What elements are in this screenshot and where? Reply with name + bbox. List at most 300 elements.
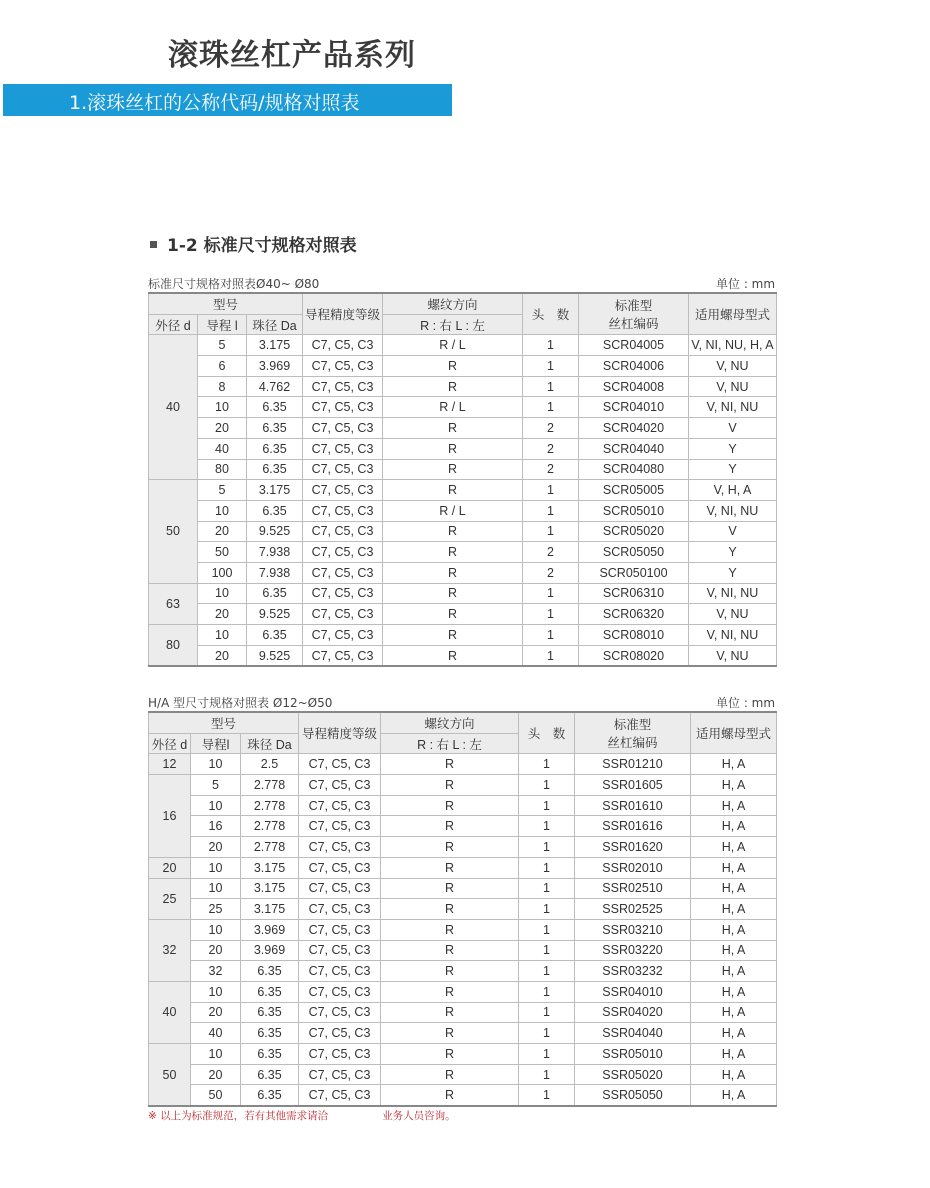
- nut-type-cell: V, NU: [689, 604, 777, 625]
- nut-type-cell: Y: [689, 542, 777, 563]
- header-outer-diameter: 外径 d: [149, 314, 198, 335]
- lead-cell: 100: [198, 562, 247, 583]
- code-cell: SCR04006: [579, 356, 689, 377]
- precision-cell: C7, C5, C3: [303, 521, 383, 542]
- ball-diameter-cell: 7.938: [247, 562, 303, 583]
- precision-cell: C7, C5, C3: [299, 754, 381, 775]
- lead-cell: 20: [198, 645, 247, 666]
- starts-cell: 1: [519, 1023, 575, 1044]
- thread-direction-cell: R: [383, 625, 523, 646]
- header-lead: 导程 l: [198, 314, 247, 335]
- table-row: [149, 1044, 777, 1065]
- precision-cell: C7, C5, C3: [303, 356, 383, 377]
- thread-direction-cell: R: [381, 1044, 519, 1065]
- ball-diameter-cell: 6.35: [241, 961, 299, 982]
- thread-direction-cell: R: [381, 1064, 519, 1085]
- lead-cell: 80: [198, 459, 247, 480]
- nut-type-cell: H, A: [691, 878, 777, 899]
- nut-type-cell: H, A: [691, 754, 777, 775]
- thread-direction-cell: R: [381, 1085, 519, 1106]
- ball-diameter-cell: 6.35: [247, 583, 303, 604]
- table-row: [149, 775, 777, 796]
- ball-diameter-cell: 2.5: [241, 754, 299, 775]
- section-title: 1.滚珠丝杠的公称代码/规格对照表: [69, 92, 360, 114]
- ball-diameter-cell: 6.35: [241, 1044, 299, 1065]
- nut-type-cell: H, A: [691, 899, 777, 920]
- code-cell: SCR05050: [579, 542, 689, 563]
- lead-cell: 10: [198, 625, 247, 646]
- precision-cell: C7, C5, C3: [299, 981, 381, 1002]
- code-cell: SCR04008: [579, 376, 689, 397]
- nut-type-cell: H, A: [691, 857, 777, 878]
- ball-diameter-cell: 3.175: [247, 480, 303, 501]
- thread-direction-cell: R: [383, 604, 523, 625]
- starts-cell: 1: [519, 857, 575, 878]
- table-row: [149, 981, 777, 1002]
- nut-type-cell: V, NI, NU: [689, 625, 777, 646]
- thread-direction-cell: R: [381, 1023, 519, 1044]
- code-cell: SCR04005: [579, 335, 689, 356]
- starts-cell: 1: [523, 604, 579, 625]
- lead-cell: 50: [198, 542, 247, 563]
- table-row: [149, 438, 777, 459]
- outer-diameter-cell: 40: [149, 335, 198, 480]
- table-row: [149, 919, 777, 940]
- starts-cell: 1: [519, 1085, 575, 1106]
- nut-type-cell: V, NU: [689, 645, 777, 666]
- thread-direction-cell: R: [383, 356, 523, 377]
- ball-diameter-cell: 3.175: [241, 899, 299, 920]
- lead-cell: 10: [198, 583, 247, 604]
- precision-cell: C7, C5, C3: [303, 562, 383, 583]
- table-row: [149, 356, 777, 377]
- precision-cell: C7, C5, C3: [303, 418, 383, 439]
- outer-diameter-cell: 40: [149, 981, 191, 1043]
- code-cell: SSR01616: [575, 816, 691, 837]
- footnote-part2: 业务人员咨询。: [382, 1110, 456, 1122]
- page-title: 滚珠丝杠产品系列: [168, 38, 416, 73]
- table-row: [149, 816, 777, 837]
- ball-diameter-cell: 2.778: [241, 775, 299, 796]
- code-cell: SSR02510: [575, 878, 691, 899]
- thread-direction-cell: R / L: [383, 397, 523, 418]
- nut-type-cell: H, A: [691, 1023, 777, 1044]
- lead-cell: 5: [198, 335, 247, 356]
- thread-direction-cell: R: [381, 754, 519, 775]
- lead-cell: 8: [198, 376, 247, 397]
- nut-type-cell: V, NI, NU, H, A: [689, 335, 777, 356]
- precision-cell: C7, C5, C3: [299, 816, 381, 837]
- lead-cell: 10: [191, 1044, 241, 1065]
- header-precision: 导程精度等级: [299, 712, 381, 754]
- precision-cell: C7, C5, C3: [303, 335, 383, 356]
- precision-cell: C7, C5, C3: [303, 625, 383, 646]
- table-row: [149, 940, 777, 961]
- lead-cell: 20: [198, 521, 247, 542]
- header-ball-diameter: 珠径 Da: [241, 733, 299, 754]
- subsection-title: 1-2 标准尺寸规格对照表: [167, 236, 357, 256]
- ball-diameter-cell: 3.969: [247, 356, 303, 377]
- code-cell: SSR03210: [575, 919, 691, 940]
- header-code-line2: 丝杠编码: [608, 317, 659, 332]
- starts-cell: 2: [523, 562, 579, 583]
- nut-type-cell: H, A: [691, 775, 777, 796]
- table2-body: [149, 754, 777, 1106]
- nut-type-cell: V, NU: [689, 356, 777, 377]
- precision-cell: C7, C5, C3: [299, 837, 381, 858]
- header-nut-type: 适用螺母型式: [691, 712, 777, 754]
- ball-diameter-cell: 9.525: [247, 604, 303, 625]
- thread-direction-cell: R: [381, 775, 519, 796]
- precision-cell: C7, C5, C3: [299, 1002, 381, 1023]
- table-row: [149, 645, 777, 666]
- thread-direction-cell: R: [383, 645, 523, 666]
- precision-cell: C7, C5, C3: [299, 961, 381, 982]
- header-thread-direction: 螺纹方向: [383, 293, 523, 314]
- lead-cell: 40: [191, 1023, 241, 1044]
- table-row: [149, 542, 777, 563]
- code-cell: SSR04010: [575, 981, 691, 1002]
- starts-cell: 1: [523, 480, 579, 501]
- nut-type-cell: Y: [689, 459, 777, 480]
- lead-cell: 20: [191, 940, 241, 961]
- precision-cell: C7, C5, C3: [299, 919, 381, 940]
- nut-type-cell: V, NI, NU: [689, 500, 777, 521]
- outer-diameter-cell: 50: [149, 480, 198, 583]
- precision-cell: C7, C5, C3: [303, 604, 383, 625]
- square-bullet-icon: [150, 241, 157, 248]
- thread-direction-cell: R / L: [383, 335, 523, 356]
- header-thread-direction: 螺纹方向: [381, 712, 519, 733]
- header-model: 型号: [149, 293, 303, 314]
- starts-cell: 1: [523, 376, 579, 397]
- table-row: [149, 604, 777, 625]
- table1-body: [149, 335, 777, 667]
- thread-direction-cell: R: [383, 521, 523, 542]
- ball-diameter-cell: 3.175: [241, 857, 299, 878]
- precision-cell: C7, C5, C3: [299, 775, 381, 796]
- table-row: [149, 837, 777, 858]
- section-title-bar: [3, 84, 452, 116]
- code-cell: SCR050100: [579, 562, 689, 583]
- starts-cell: 1: [519, 795, 575, 816]
- starts-cell: 1: [523, 583, 579, 604]
- code-cell: SSR03232: [575, 961, 691, 982]
- precision-cell: C7, C5, C3: [299, 1023, 381, 1044]
- header-code: [575, 712, 691, 754]
- precision-cell: C7, C5, C3: [299, 1085, 381, 1106]
- starts-cell: 1: [523, 625, 579, 646]
- outer-diameter-cell: 16: [149, 775, 191, 858]
- ball-diameter-cell: 6.35: [247, 397, 303, 418]
- outer-diameter-cell: 25: [149, 878, 191, 919]
- ball-diameter-cell: 6.35: [241, 1023, 299, 1044]
- ball-diameter-cell: 6.35: [247, 500, 303, 521]
- starts-cell: 1: [519, 899, 575, 920]
- ball-diameter-cell: 6.35: [247, 459, 303, 480]
- thread-direction-cell: R: [383, 376, 523, 397]
- nut-type-cell: V, H, A: [689, 480, 777, 501]
- precision-cell: C7, C5, C3: [303, 459, 383, 480]
- lead-cell: 6: [198, 356, 247, 377]
- code-cell: SSR01210: [575, 754, 691, 775]
- thread-direction-cell: R: [381, 837, 519, 858]
- nut-type-cell: H, A: [691, 1002, 777, 1023]
- nut-type-cell: H, A: [691, 940, 777, 961]
- table-row: [149, 899, 777, 920]
- thread-direction-cell: R: [383, 583, 523, 604]
- header-starts: 头 数: [519, 712, 575, 754]
- nut-type-cell: H, A: [691, 816, 777, 837]
- ball-diameter-cell: 6.35: [247, 418, 303, 439]
- header-nut-type: 适用螺母型式: [689, 293, 777, 335]
- starts-cell: 2: [523, 418, 579, 439]
- thread-direction-cell: R: [383, 480, 523, 501]
- code-cell: SSR03220: [575, 940, 691, 961]
- code-cell: SSR05020: [575, 1064, 691, 1085]
- lead-cell: 20: [198, 604, 247, 625]
- nut-type-cell: V: [689, 521, 777, 542]
- code-cell: SSR04020: [575, 1002, 691, 1023]
- precision-cell: C7, C5, C3: [303, 397, 383, 418]
- starts-cell: 1: [519, 1064, 575, 1085]
- ball-diameter-cell: 7.938: [247, 542, 303, 563]
- precision-cell: C7, C5, C3: [303, 500, 383, 521]
- ball-diameter-cell: 6.35: [241, 1064, 299, 1085]
- thread-direction-cell: R: [381, 961, 519, 982]
- table2-caption: H/A 型尺寸规格对照表 Ø12~Ø50: [148, 696, 333, 710]
- lead-cell: 50: [191, 1085, 241, 1106]
- starts-cell: 1: [523, 356, 579, 377]
- header-model: 型号: [149, 712, 299, 733]
- starts-cell: 1: [523, 521, 579, 542]
- table-row: [149, 795, 777, 816]
- starts-cell: 1: [519, 816, 575, 837]
- starts-cell: 2: [523, 542, 579, 563]
- precision-cell: C7, C5, C3: [299, 940, 381, 961]
- thread-direction-cell: R: [383, 438, 523, 459]
- nut-type-cell: V, NU: [689, 376, 777, 397]
- table-row: [149, 1023, 777, 1044]
- lead-cell: 10: [198, 397, 247, 418]
- table1-unit: 单位 : mm: [716, 277, 776, 291]
- thread-direction-cell: R: [383, 418, 523, 439]
- lead-cell: 40: [198, 438, 247, 459]
- thread-direction-cell: R: [383, 542, 523, 563]
- table-row: [149, 335, 777, 356]
- thread-direction-cell: R: [381, 940, 519, 961]
- nut-type-cell: H, A: [691, 837, 777, 858]
- code-cell: SSR01610: [575, 795, 691, 816]
- code-cell: SSR01620: [575, 837, 691, 858]
- lead-cell: 10: [191, 981, 241, 1002]
- header-outer-diameter: 外径 d: [149, 733, 191, 754]
- outer-diameter-cell: 63: [149, 583, 198, 624]
- nut-type-cell: V, NI, NU: [689, 397, 777, 418]
- lead-cell: 20: [191, 837, 241, 858]
- table-row: [149, 878, 777, 899]
- nut-type-cell: V, NI, NU: [689, 583, 777, 604]
- header-lead: 导程l: [191, 733, 241, 754]
- code-cell: SCR05020: [579, 521, 689, 542]
- nut-type-cell: H, A: [691, 795, 777, 816]
- code-cell: SCR04040: [579, 438, 689, 459]
- code-cell: SCR05005: [579, 480, 689, 501]
- code-cell: SCR06310: [579, 583, 689, 604]
- precision-cell: C7, C5, C3: [303, 542, 383, 563]
- spec-table-1: [148, 292, 777, 667]
- code-cell: SSR05010: [575, 1044, 691, 1065]
- nut-type-cell: H, A: [691, 961, 777, 982]
- outer-diameter-cell: 50: [149, 1044, 191, 1107]
- nut-type-cell: V: [689, 418, 777, 439]
- lead-cell: 10: [198, 500, 247, 521]
- table-row: [149, 1002, 777, 1023]
- header-code-line1: 标准型: [614, 299, 653, 314]
- nut-type-cell: H, A: [691, 1064, 777, 1085]
- header-code-line1: 标准型: [613, 718, 652, 733]
- nut-type-cell: H, A: [691, 1085, 777, 1106]
- starts-cell: 1: [519, 981, 575, 1002]
- code-cell: SCR04020: [579, 418, 689, 439]
- table-row: [149, 754, 777, 775]
- lead-cell: 10: [191, 878, 241, 899]
- lead-cell: 5: [198, 480, 247, 501]
- footnote: [148, 1108, 456, 1123]
- ball-diameter-cell: 2.778: [241, 795, 299, 816]
- ball-diameter-cell: 3.969: [241, 940, 299, 961]
- header-code-line2: 丝杠编码: [607, 736, 658, 751]
- code-cell: SCR08020: [579, 645, 689, 666]
- ball-diameter-cell: 6.35: [241, 981, 299, 1002]
- lead-cell: 10: [191, 754, 241, 775]
- starts-cell: 1: [519, 1002, 575, 1023]
- starts-cell: 1: [519, 940, 575, 961]
- precision-cell: C7, C5, C3: [303, 438, 383, 459]
- table-row: [149, 480, 777, 501]
- lead-cell: 5: [191, 775, 241, 796]
- ball-diameter-cell: 3.969: [241, 919, 299, 940]
- precision-cell: C7, C5, C3: [303, 645, 383, 666]
- thread-direction-cell: R: [381, 857, 519, 878]
- ball-diameter-cell: 3.175: [247, 335, 303, 356]
- code-cell: SCR05010: [579, 500, 689, 521]
- precision-cell: C7, C5, C3: [303, 480, 383, 501]
- table-row: [149, 500, 777, 521]
- table-row: [149, 418, 777, 439]
- ball-diameter-cell: 6.35: [241, 1085, 299, 1106]
- nut-type-cell: H, A: [691, 1044, 777, 1065]
- ball-diameter-cell: 6.35: [247, 625, 303, 646]
- ball-diameter-cell: 6.35: [247, 438, 303, 459]
- lead-cell: 32: [191, 961, 241, 982]
- thread-direction-cell: R / L: [383, 500, 523, 521]
- starts-cell: 1: [523, 335, 579, 356]
- table-row: [149, 961, 777, 982]
- precision-cell: C7, C5, C3: [299, 1044, 381, 1065]
- lead-cell: 20: [191, 1002, 241, 1023]
- ball-diameter-cell: 6.35: [241, 1002, 299, 1023]
- thread-direction-cell: R: [381, 899, 519, 920]
- starts-cell: 1: [523, 500, 579, 521]
- precision-cell: C7, C5, C3: [299, 878, 381, 899]
- table-row: [149, 857, 777, 878]
- lead-cell: 20: [191, 1064, 241, 1085]
- precision-cell: C7, C5, C3: [303, 376, 383, 397]
- thread-direction-cell: R: [383, 562, 523, 583]
- precision-cell: C7, C5, C3: [299, 1064, 381, 1085]
- outer-diameter-cell: 32: [149, 919, 191, 981]
- table-row: [149, 459, 777, 480]
- code-cell: SSR05050: [575, 1085, 691, 1106]
- starts-cell: 1: [519, 754, 575, 775]
- table2-unit: 单位 : mm: [716, 696, 776, 710]
- code-cell: SSR02010: [575, 857, 691, 878]
- thread-direction-cell: R: [381, 816, 519, 837]
- thread-direction-cell: R: [381, 981, 519, 1002]
- code-cell: SCR08010: [579, 625, 689, 646]
- thread-direction-cell: R: [381, 795, 519, 816]
- lead-cell: 25: [191, 899, 241, 920]
- table-row: [149, 583, 777, 604]
- nut-type-cell: Y: [689, 562, 777, 583]
- lead-cell: 10: [191, 857, 241, 878]
- ball-diameter-cell: 2.778: [241, 837, 299, 858]
- code-cell: SSR04040: [575, 1023, 691, 1044]
- lead-cell: 10: [191, 919, 241, 940]
- starts-cell: 1: [519, 961, 575, 982]
- starts-cell: 1: [519, 1044, 575, 1065]
- header-ball-diameter: 珠径 Da: [247, 314, 303, 335]
- code-cell: SCR06320: [579, 604, 689, 625]
- precision-cell: C7, C5, C3: [299, 857, 381, 878]
- table-row: [149, 562, 777, 583]
- ball-diameter-cell: 2.778: [241, 816, 299, 837]
- thread-direction-cell: R: [381, 878, 519, 899]
- starts-cell: 1: [519, 878, 575, 899]
- code-cell: SSR02525: [575, 899, 691, 920]
- nut-type-cell: H, A: [691, 981, 777, 1002]
- thread-direction-cell: R: [383, 459, 523, 480]
- starts-cell: 2: [523, 459, 579, 480]
- lead-cell: 16: [191, 816, 241, 837]
- table-row: [149, 521, 777, 542]
- footnote-part1: ※ 以上为标准规范，若有其他需求请洽: [148, 1110, 329, 1122]
- ball-diameter-cell: 9.525: [247, 645, 303, 666]
- subsection-heading: [150, 231, 357, 256]
- starts-cell: 1: [519, 837, 575, 858]
- precision-cell: C7, C5, C3: [299, 899, 381, 920]
- precision-cell: C7, C5, C3: [299, 795, 381, 816]
- table-row: [149, 1064, 777, 1085]
- precision-cell: C7, C5, C3: [303, 583, 383, 604]
- nut-type-cell: H, A: [691, 919, 777, 940]
- outer-diameter-cell: 12: [149, 754, 191, 775]
- table1-caption: 标准尺寸规格对照表Ø40~ Ø80: [148, 277, 320, 291]
- code-cell: SSR01605: [575, 775, 691, 796]
- starts-cell: 2: [523, 438, 579, 459]
- header-thread-legend: R : 右 L : 左: [381, 733, 519, 754]
- nut-type-cell: Y: [689, 438, 777, 459]
- starts-cell: 1: [519, 775, 575, 796]
- thread-direction-cell: R: [381, 1002, 519, 1023]
- starts-cell: 1: [523, 397, 579, 418]
- spec-table-2: [148, 711, 777, 1107]
- ball-diameter-cell: 3.175: [241, 878, 299, 899]
- starts-cell: 1: [523, 645, 579, 666]
- table-row: [149, 1085, 777, 1106]
- table-row: [149, 376, 777, 397]
